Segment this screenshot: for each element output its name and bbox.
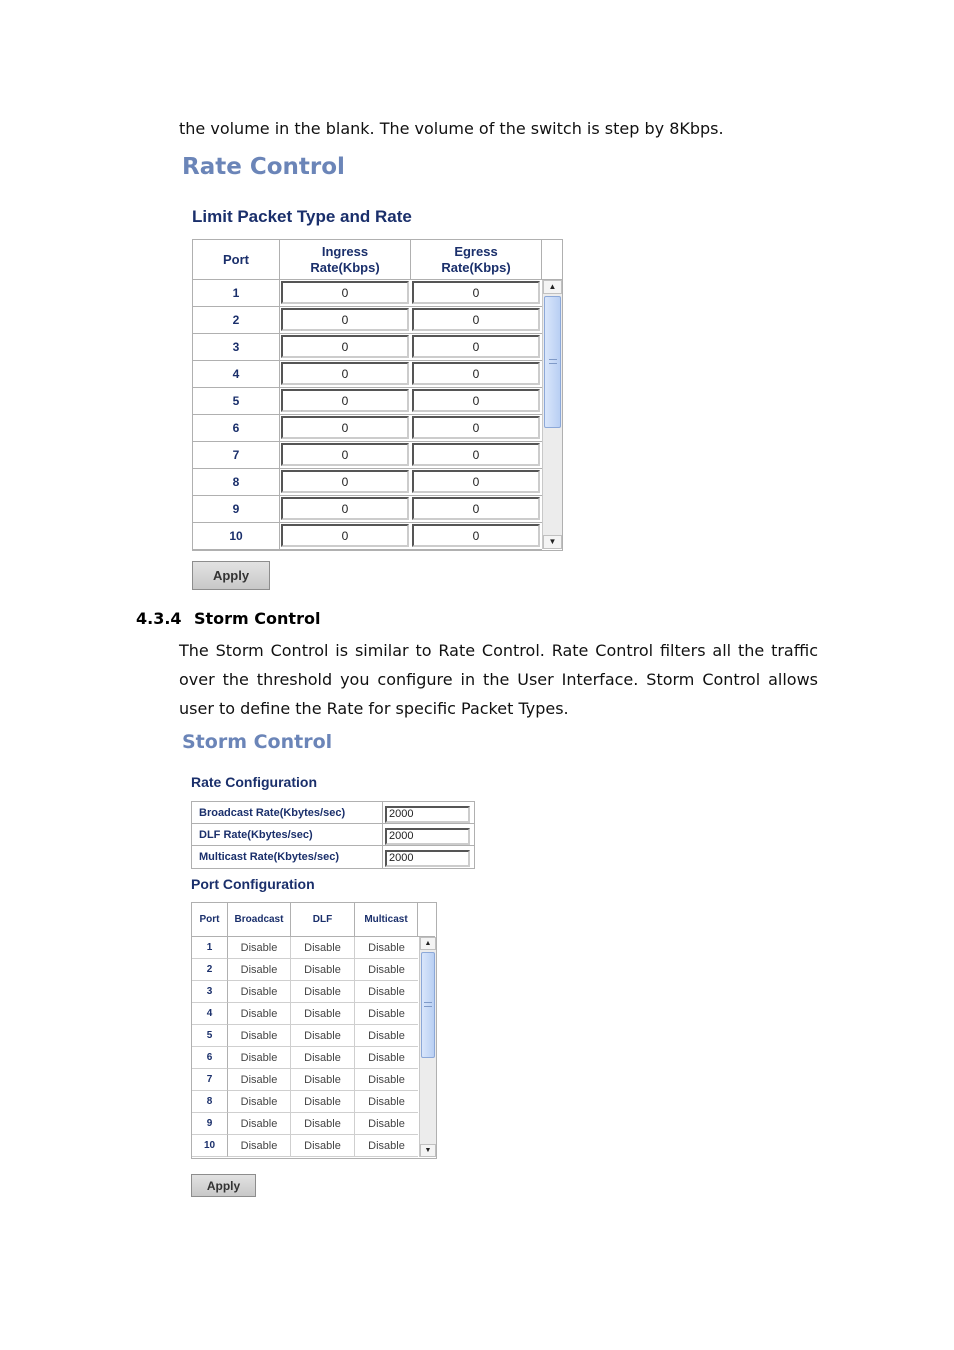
broadcast-select[interactable]: Disable [228, 937, 291, 959]
table-row [193, 442, 542, 469]
port-table-scrollbar[interactable] [419, 937, 436, 1157]
table-row [193, 415, 542, 442]
section-heading [136, 609, 320, 628]
egress-cell [411, 361, 542, 388]
egress-rate-input[interactable] [412, 362, 540, 385]
rate-value-cell [383, 802, 474, 823]
table-row [193, 307, 542, 334]
header-port: Port [193, 240, 280, 280]
header-multicast: Multicast [355, 903, 418, 937]
table-row [193, 280, 542, 307]
rate-table-scrollbar[interactable] [542, 280, 562, 549]
rate-label: Broadcast Rate(Kbytes/sec) [192, 802, 383, 823]
rate-label: DLF Rate(Kbytes/sec) [192, 824, 383, 845]
rate-control-subtitle: Limit Packet Type and Rate [192, 207, 412, 226]
header-ingress: Ingress Rate(Kbps) [280, 240, 411, 280]
multicast-select[interactable]: Disable [355, 959, 418, 981]
multicast-select[interactable]: Disable [355, 937, 418, 959]
table-row [192, 1113, 418, 1135]
table-row [192, 981, 418, 1003]
ingress-rate-input[interactable] [281, 335, 409, 358]
egress-cell [411, 307, 542, 334]
port-number: 6 [193, 415, 280, 442]
ingress-cell [280, 307, 411, 334]
storm-control-title: Storm Control [182, 731, 333, 753]
table-row [193, 523, 542, 550]
table-row [193, 469, 542, 496]
table-row [192, 1069, 418, 1091]
ingress-rate-input[interactable] [281, 524, 409, 547]
ingress-cell [280, 415, 411, 442]
egress-cell [411, 334, 542, 361]
scroll-thumb[interactable] [421, 952, 435, 1058]
multicast-select[interactable]: Disable [355, 1113, 418, 1135]
intro-text: the volume in the blank. The volume of the switch is step by 8Kbps. [179, 119, 724, 138]
ingress-cell [280, 469, 411, 496]
scroll-up-icon[interactable]: ▲ [420, 937, 436, 950]
port-number: 10 [192, 1135, 228, 1157]
header-egress: Egress Rate(Kbps) [411, 240, 542, 280]
port-number: 9 [192, 1113, 228, 1135]
rate-row [192, 802, 474, 824]
ingress-rate-input[interactable] [281, 362, 409, 385]
header-dlf: DLF [291, 903, 355, 937]
rate-row [192, 824, 474, 846]
ingress-rate-input[interactable] [281, 470, 409, 493]
egress-cell [411, 496, 542, 523]
port-configuration-table [191, 902, 437, 1159]
ingress-rate-input[interactable] [281, 308, 409, 331]
port-number: 7 [193, 442, 280, 469]
port-number: 2 [193, 307, 280, 334]
rate-configuration-table [191, 801, 475, 869]
dlf-select[interactable]: Disable [291, 1069, 355, 1091]
port-number: 3 [193, 334, 280, 361]
ingress-cell [280, 442, 411, 469]
section-number: 4.3.4 [136, 609, 182, 628]
table-row [192, 1025, 418, 1047]
dlf-select[interactable]: Disable [291, 1025, 355, 1047]
scroll-up-icon[interactable]: ▲ [543, 280, 562, 294]
ingress-cell [280, 496, 411, 523]
dlf-select[interactable]: Disable [291, 1003, 355, 1025]
egress-rate-input[interactable] [412, 281, 540, 304]
dlf-select[interactable]: Disable [291, 959, 355, 981]
egress-cell [411, 415, 542, 442]
port-number: 1 [192, 937, 228, 959]
table-row [192, 1091, 418, 1113]
ingress-cell [280, 388, 411, 415]
egress-rate-input[interactable] [412, 497, 540, 520]
table-row [193, 496, 542, 523]
broadcast-select[interactable]: Disable [228, 981, 291, 1003]
egress-cell [411, 442, 542, 469]
header-spacer [418, 903, 435, 937]
port-number: 8 [192, 1091, 228, 1113]
dlf-select[interactable]: Disable [291, 1113, 355, 1135]
rate-control-table [192, 239, 563, 551]
ingress-rate-input[interactable] [281, 389, 409, 412]
broadcast-select[interactable]: Disable [228, 1069, 291, 1091]
egress-cell [411, 280, 542, 307]
rate-row [192, 846, 474, 868]
ingress-rate-input[interactable] [281, 497, 409, 520]
rate-value-cell [383, 846, 474, 868]
dlf-select[interactable]: Disable [291, 1091, 355, 1113]
egress-rate-input[interactable] [412, 443, 540, 466]
rate-table-body [193, 280, 542, 550]
port-number: 3 [192, 981, 228, 1003]
rate-control-title: Rate Control [182, 154, 345, 180]
port-number: 2 [192, 959, 228, 981]
multicast-select[interactable]: Disable [355, 981, 418, 1003]
egress-rate-input[interactable] [412, 524, 540, 547]
multicast-select[interactable]: Disable [355, 1069, 418, 1091]
rate-configuration-title: Rate Configuration [191, 774, 317, 790]
egress-cell [411, 469, 542, 496]
ingress-cell [280, 361, 411, 388]
multicast-select[interactable]: Disable [355, 1135, 418, 1157]
dlf-select[interactable]: Disable [291, 981, 355, 1003]
ingress-rate-input[interactable] [281, 416, 409, 439]
storm-apply-button[interactable]: Apply [191, 1174, 256, 1197]
header-broadcast: Broadcast [228, 903, 291, 937]
egress-rate-input[interactable] [412, 308, 540, 331]
port-number: 7 [192, 1069, 228, 1091]
port-number: 6 [192, 1047, 228, 1069]
ingress-cell [280, 523, 411, 550]
egress-rate-input[interactable] [412, 389, 540, 412]
header-spacer [542, 240, 562, 280]
multicast-select[interactable]: Disable [355, 1091, 418, 1113]
table-row [193, 361, 542, 388]
scroll-down-icon[interactable]: ▼ [543, 535, 562, 549]
scroll-down-icon[interactable]: ▼ [420, 1144, 436, 1157]
ingress-rate-input[interactable] [281, 281, 409, 304]
broadcast-select[interactable]: Disable [228, 1091, 291, 1113]
port-number: 10 [193, 523, 280, 550]
dlf-select[interactable]: Disable [291, 1135, 355, 1157]
dlf-select[interactable]: Disable [291, 937, 355, 959]
port-number: 5 [192, 1025, 228, 1047]
port-number: 4 [192, 1003, 228, 1025]
rate-table-header [193, 240, 562, 280]
port-number: 5 [193, 388, 280, 415]
egress-rate-input[interactable] [412, 335, 540, 358]
port-number: 9 [193, 496, 280, 523]
broadcast-select[interactable]: Disable [228, 959, 291, 981]
ingress-rate-input[interactable] [281, 443, 409, 466]
broadcast-select[interactable]: Disable [228, 1003, 291, 1025]
rate-input[interactable] [385, 806, 470, 823]
port-table-body [192, 937, 418, 1157]
broadcast-select[interactable]: Disable [228, 1025, 291, 1047]
multicast-select[interactable]: Disable [355, 1003, 418, 1025]
table-row [192, 1003, 418, 1025]
port-number: 1 [193, 280, 280, 307]
egress-rate-input[interactable] [412, 416, 540, 439]
port-table-header [192, 903, 435, 937]
table-row [192, 1047, 418, 1069]
port-number: 4 [193, 361, 280, 388]
egress-rate-input[interactable] [412, 470, 540, 493]
scroll-thumb[interactable] [544, 296, 561, 428]
dlf-select[interactable]: Disable [291, 1047, 355, 1069]
rate-apply-button[interactable]: Apply [192, 561, 270, 590]
table-row [192, 937, 418, 959]
egress-cell [411, 523, 542, 550]
port-configuration-title: Port Configuration [191, 876, 315, 892]
port-number: 8 [193, 469, 280, 496]
broadcast-select[interactable]: Disable [228, 1047, 291, 1069]
multicast-select[interactable]: Disable [355, 1047, 418, 1069]
ingress-cell [280, 280, 411, 307]
table-row [193, 388, 542, 415]
broadcast-select[interactable]: Disable [228, 1113, 291, 1135]
multicast-select[interactable]: Disable [355, 1025, 418, 1047]
section-title: Storm Control [194, 609, 321, 628]
rate-value-cell [383, 824, 474, 845]
table-row [192, 959, 418, 981]
rate-input[interactable] [385, 850, 470, 867]
rate-label: Multicast Rate(Kbytes/sec) [192, 846, 383, 868]
broadcast-select[interactable]: Disable [228, 1135, 291, 1157]
table-row [193, 334, 542, 361]
ingress-cell [280, 334, 411, 361]
table-row [192, 1135, 418, 1157]
section-body: The Storm Control is similar to Rate Control. Rate Control filters all the traffic over the threshold you configure in the User Interface. Storm Control allows user to define the Rate for specific Packet Types. [179, 641, 818, 718]
egress-cell [411, 388, 542, 415]
rate-input[interactable] [385, 828, 470, 845]
header-port: Port [192, 903, 228, 937]
